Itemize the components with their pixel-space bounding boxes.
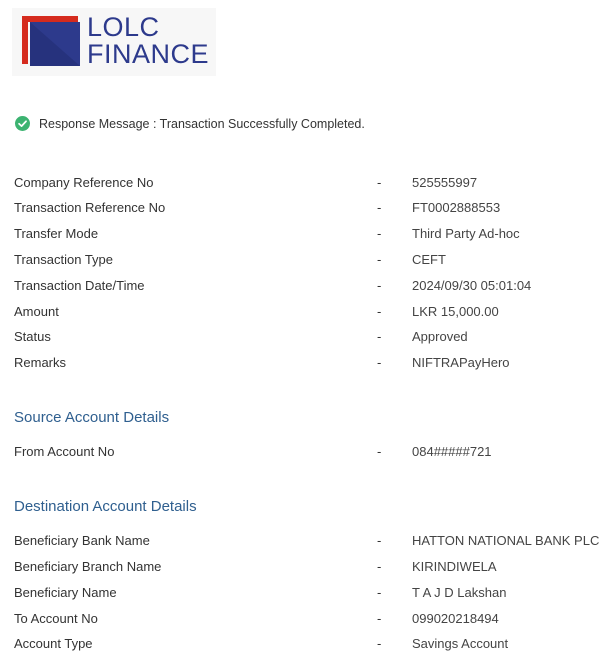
detail-separator: - (377, 329, 382, 344)
detail-separator: - (377, 252, 382, 267)
detail-label: Transaction Type (14, 252, 113, 267)
detail-row-transfer-mode (14, 226, 612, 246)
source-account-section-title: Source Account Details (14, 409, 170, 426)
detail-label: Beneficiary Branch Name (14, 559, 162, 574)
detail-label: Transfer Mode (14, 226, 99, 241)
detail-value: T A J D Lakshan (412, 585, 507, 600)
detail-row-company-reference (14, 175, 612, 195)
detail-separator: - (377, 200, 382, 215)
logo-wordmark (87, 14, 209, 68)
detail-label: Transaction Reference No (14, 200, 166, 215)
detail-label: Remarks (14, 355, 67, 370)
detail-label: Amount (14, 304, 59, 319)
detail-label: Beneficiary Name (14, 585, 117, 600)
response-message (15, 116, 365, 131)
detail-value: FT0002888553 (412, 200, 501, 215)
detail-value: Third Party Ad-hoc (412, 226, 520, 241)
check-circle-icon (15, 116, 30, 131)
detail-separator: - (377, 355, 382, 370)
detail-label: Beneficiary Bank Name (14, 533, 150, 548)
detail-row-beneficiary-bank (14, 533, 612, 553)
detail-separator: - (377, 559, 382, 574)
detail-row-transaction-type (14, 252, 612, 272)
detail-row-account-type (14, 636, 612, 656)
detail-value: LKR 15,000.00 (412, 304, 499, 319)
detail-row-transaction-reference (14, 200, 612, 220)
detail-value: Savings Account (412, 636, 509, 651)
lolc-logo-mark-icon (22, 16, 80, 66)
detail-value: 084#####721 (412, 444, 492, 459)
detail-label: To Account No (14, 611, 98, 626)
destination-account-section-title: Destination Account Details (14, 498, 197, 515)
detail-label: Account Type (14, 636, 93, 651)
logo-line-1: LOLC (87, 12, 160, 42)
detail-separator: - (377, 278, 382, 293)
detail-separator: - (377, 533, 382, 548)
detail-row-from-account (14, 444, 612, 464)
detail-separator: - (377, 226, 382, 241)
detail-label: From Account No (14, 444, 115, 459)
detail-value: 099020218494 (412, 611, 499, 626)
detail-separator: - (377, 304, 382, 319)
company-logo (12, 8, 216, 76)
detail-row-status (14, 329, 612, 349)
detail-value: 525555997 (412, 175, 478, 190)
detail-label: Company Reference No (14, 175, 154, 190)
detail-row-beneficiary-name (14, 585, 612, 605)
detail-row-transaction-datetime (14, 278, 612, 298)
logo-line-2: FINANCE (87, 39, 210, 69)
detail-value: NIFTRAPayHero (412, 355, 510, 370)
detail-row-amount (14, 304, 612, 324)
detail-separator: - (377, 585, 382, 600)
detail-value: Approved (412, 329, 468, 344)
detail-row-to-account (14, 611, 612, 631)
detail-value: KIRINDIWELA (412, 559, 497, 574)
detail-label: Status (14, 329, 51, 344)
detail-value: CEFT (412, 252, 446, 267)
detail-value: HATTON NATIONAL BANK PLC (412, 533, 600, 548)
detail-separator: - (377, 611, 382, 626)
detail-row-remarks (14, 355, 612, 375)
response-message-text: Response Message : Transaction Successfully Completed. (39, 116, 365, 131)
detail-separator: - (377, 636, 382, 651)
detail-row-beneficiary-branch (14, 559, 612, 579)
detail-separator: - (377, 444, 382, 459)
detail-separator: - (377, 175, 382, 190)
detail-value: 2024/09/30 05:01:04 (412, 278, 532, 293)
detail-label: Transaction Date/Time (14, 278, 145, 293)
